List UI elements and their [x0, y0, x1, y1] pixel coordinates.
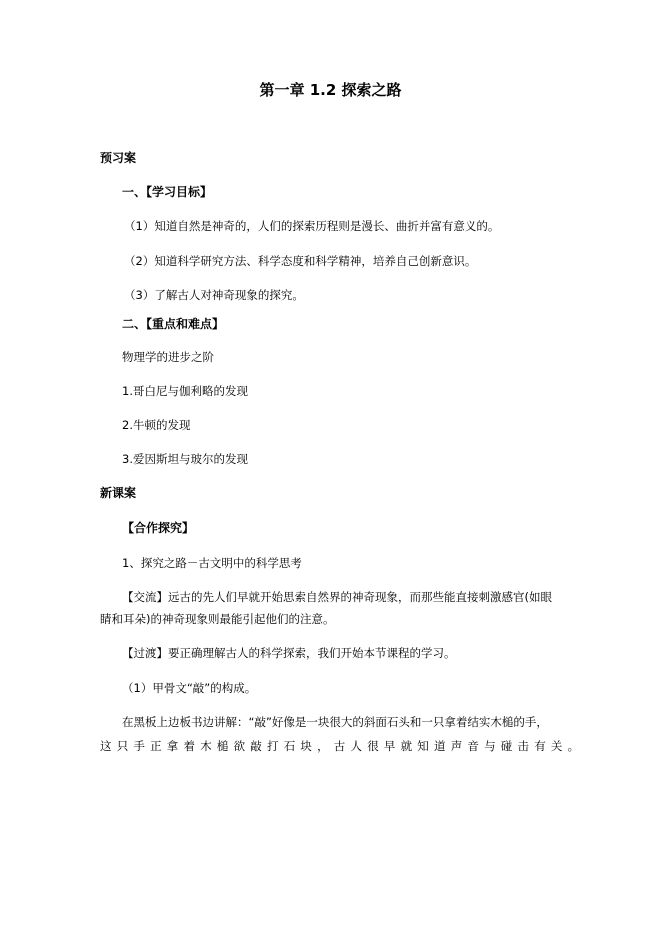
board-paragraph-line-2: 这只手正拿着木槌欲敲打石块，古人很早就知道声音与碰击有关。: [100, 739, 585, 753]
keypoints-intro: 物理学的进步之阶: [122, 350, 214, 364]
new-lesson-heading: 新课案: [100, 486, 137, 500]
explore-heading: 【合作探究】: [122, 521, 195, 535]
keypoint-item-2: 2.牛顿的发现: [122, 418, 191, 432]
exchange-paragraph-line-2: 睛和耳朵)的神奇现象则最能引起他们的注意。: [100, 612, 335, 626]
preview-heading: 预习案: [100, 151, 137, 165]
keypoint-item-3: 3.爱因斯坦与玻尔的发现: [122, 452, 248, 466]
explore-item-1: 1、探究之路－古文明中的科学思考: [122, 556, 302, 570]
oracle-item: （1）甲骨文“敲”的构成。: [122, 681, 257, 695]
transition-paragraph: 【过渡】要正确理解古人的科学探索，我们开始本节课程的学习。: [122, 646, 456, 660]
exchange-paragraph-line-1: 【交流】远古的先人们早就开始思索自然界的神奇现象，而那些能直接刺激感官(如眼: [122, 590, 552, 604]
objectives-heading: 一、【学习目标】: [122, 185, 213, 199]
keypoints-heading: 二、【重点和难点】: [122, 317, 225, 331]
objective-item-3: （3）了解古人对神奇现象的探究。: [124, 288, 304, 302]
keypoint-item-1: 1.哥白尼与伽利略的发现: [122, 384, 248, 398]
objective-item-1: （1）知道自然是神奇的，人们的探索历程则是漫长、曲折并富有意义的。: [124, 219, 500, 233]
board-paragraph-line-1: 在黑板上边板书边讲解：“敲”好像是一块很大的斜面石头和一只拿着结实木槌的手，: [122, 715, 548, 729]
objective-item-2: （2）知道科学研究方法、科学态度和科学精神，培养自己创新意识。: [124, 254, 477, 268]
page-title: 第一章 1.2 探索之路: [259, 81, 402, 99]
